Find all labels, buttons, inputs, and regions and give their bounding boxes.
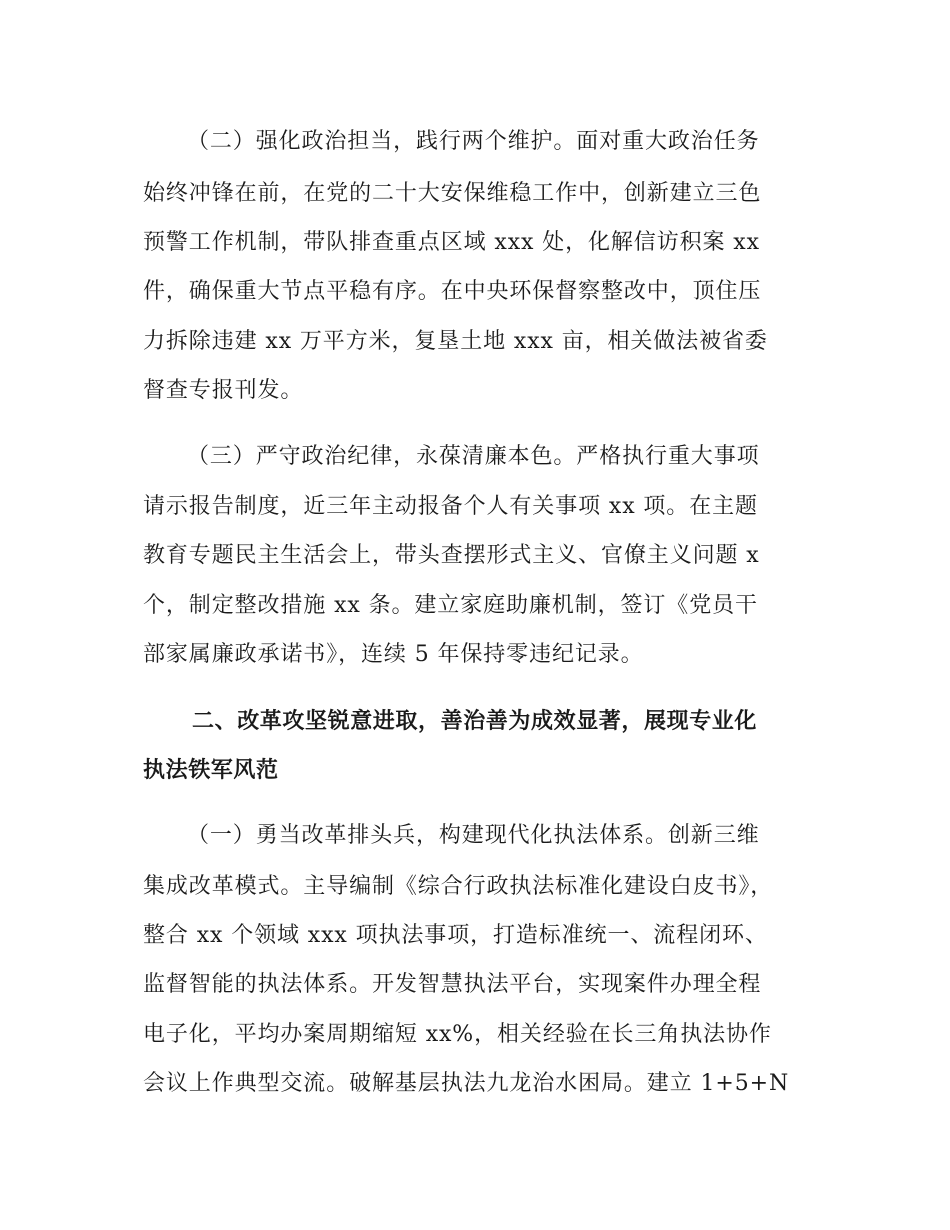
paragraph-1-line-4: 件，确保重大节点平稳有序。在中央环保督察整改中，顶住压 [143,279,762,304]
paragraph-2-line-1: （三）严守政治纪律，永葆清廉本色。严格执行重大事项 [187,444,760,469]
paragraph-1-line-2: 始终冲锋在前，在党的二十大安保维稳工作中，创新建立三色 [143,181,762,206]
paragraph-3-line-1: （一）勇当改革排头兵，构建现代化执法体系。创新三维 [187,823,760,848]
paragraph-1-line-1: （二）强化政治担当，践行两个维护。面对重大政治任务 [187,129,760,154]
paragraph-3-line-4: 监督智能的执法体系。开发智慧执法平台，实现案件办理全程 [143,972,762,997]
paragraph-1-line-5: 力拆除违建 xx 万平方米，复垦土地 xxx 亩，相关做法被省委 [143,329,768,354]
paragraph-1-line-3: 预警工作机制，带队排查重点区域 xxx 处，化解信访积案 xx [143,230,760,255]
paragraph-2-line-4: 个，制定整改措施 xx 条。建立家庭助廉机制，签订《党员干 [143,593,758,618]
paragraph-3-line-5: 电子化，平均办案周期缩短 xx%，相关经验在长三角执法协作 [143,1022,772,1047]
paragraph-2-line-5: 部家属廉政承诺书》，连续 5 年保持零违纪记录。 [143,642,644,667]
paragraph-2-line-3: 教育专题民主生活会上，带头查摆形式主义、官僚主义问题 x [143,543,760,568]
paragraph-3-line-6: 会议上作典型交流。破解基层执法九龙治水困局。建立 1+5+N [143,1071,790,1096]
section-heading-line-2: 执法铁军风范 [143,758,279,783]
paragraph-1-line-6: 督查专报刊发。 [143,378,304,403]
paragraph-2-line-2: 请示报告制度，近三年主动报备个人有关事项 xx 项。在主题 [143,494,758,519]
section-heading-line-1: 二、改革攻坚锐意进取，善治善为成效显著，展现专业化 [192,709,758,734]
paragraph-3-line-2: 集成改革模式。主导编制《综合行政执法标准化建设白皮书》， [143,874,774,899]
paragraph-3-line-3: 整合 xx 个领域 xxx 项执法事项，打造标准统一、流程闭环、 [143,923,768,948]
